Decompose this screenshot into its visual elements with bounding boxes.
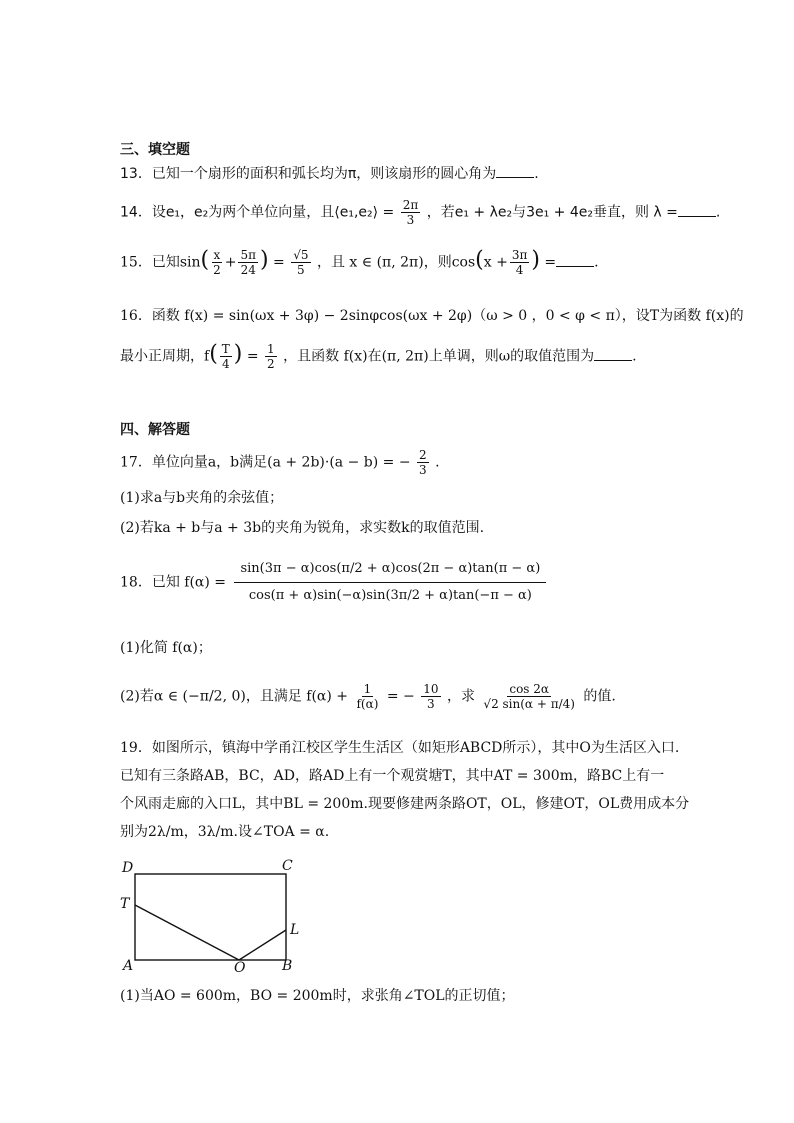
q15-x-num: x: [213, 248, 221, 262]
q17-part-a: 17．单位向量a，b满足(a + 2b)·(a − b) = −: [120, 454, 411, 471]
section-solve-title: 四、解答题: [120, 422, 190, 438]
q14-frac-den: 3: [406, 213, 415, 227]
rectangle-figure: [118, 858, 308, 978]
answer-blank: [678, 204, 716, 217]
label-t: T: [120, 896, 130, 912]
label-b: B: [282, 958, 293, 974]
road-ol: [239, 930, 286, 960]
q18-p2-frac1: [354, 682, 380, 711]
q14-fraction: [401, 198, 421, 227]
q15-inner-den: 24: [240, 263, 256, 277]
question-18-part-2: [120, 682, 616, 711]
section-fill-title: 三、填空题: [120, 142, 190, 158]
question-17-part-1: (1)求a与b夹角的余弦值；: [120, 490, 284, 506]
q18-p2-den3: √2 sin(α + π/4): [483, 697, 575, 711]
q18-p2-a: (2)若α ∈ (−π/2, 0)，且满足 f(α) +: [120, 688, 349, 705]
label-l: L: [290, 922, 300, 938]
q13-end: .: [534, 166, 539, 182]
q15-x-frac: [211, 248, 223, 277]
q15-cos-frac: [510, 248, 530, 277]
question-19-line-3: 个风雨走廊的入口L，其中BL = 200m.现要修建两条路OT，OL，修建OT，OL费用成本分: [120, 796, 690, 812]
answer-blank: [496, 165, 534, 178]
q17-part-b: .: [435, 454, 440, 471]
q15-cos-num: 3π: [511, 248, 528, 262]
q14-frac-num: 2π: [402, 198, 419, 212]
question-17-line-1: [120, 448, 440, 477]
q15-inner-frac: [238, 248, 258, 277]
q16-end: .: [632, 348, 637, 365]
question-19-line-2: 已知有三条路AB，BC，AD，路AD上有一个观赏塘T，其中AT = 300m，路BC上有一: [120, 768, 665, 784]
q15-rhs-num: √5: [293, 248, 309, 262]
question-19-line-1: 19．如图所示，镇海中学甬江校区学生生活区（如矩形ABCD所示），其中O为生活区入口.: [120, 740, 680, 756]
q15-rhs-den: 5: [297, 263, 305, 277]
q15-part-b: ，且 x ∈ (π, 2π)，则cos: [316, 254, 476, 271]
q15-cos-den: 4: [515, 263, 524, 277]
q18-den: cos(π + α)sin(−α)sin(3π/2 + α)tan(−π − α): [248, 588, 532, 603]
question-16-line-2: 最小正周期，f( $\frac{T}{4}$ ) = $\frac{1}{2}$ ，且函数 f(x)在(π, 2π)上单调，则ω的取值范围为 .: [120, 341, 637, 371]
q18-p2-num1: 1: [363, 682, 372, 696]
q18-p2-c: ，求: [446, 688, 475, 705]
q14-part-a: 14．设e₁，e₂为两个单位向量，且⟨e₁,e₂⟩ =: [120, 204, 395, 221]
question-18: [120, 556, 550, 609]
question-16-line-1: 16．函数 f(x) = sin(ωx + 3φ) − 2sinφcos(ωx + 2φ)（ω > 0 ，0 < φ < π），设T为函数 f(x)的: [120, 308, 744, 324]
q18-p2-num2: 10: [423, 682, 439, 696]
q18-num: sin(3π − α)cos(π/2 + α)cos(2π − α)tan(π − α): [234, 556, 546, 583]
q17-frac: [417, 448, 429, 477]
answer-blank: [594, 348, 632, 361]
q14-end: .: [715, 204, 721, 221]
question-14: [120, 198, 720, 227]
q15-plus: +: [224, 254, 237, 271]
q18-p2-frac2: [421, 682, 440, 711]
question-17-part-2: (2)若ka + b与a + 3b的夹角为锐角，求实数k的取值范围.: [120, 520, 485, 536]
question-19-part-1: (1)当AO = 600m，BO = 200m时，求张角∠TOL的正切值；: [120, 988, 515, 1004]
q16-part-c: ，且函数 f(x)在(π, 2π)上单调，则ω的取值范围为: [283, 348, 595, 365]
q14-part-b: ，若e₁ + λe₂与3e₁ + 4e₂垂直，则 λ =: [426, 204, 678, 221]
q15-cos-x: x +: [483, 254, 508, 271]
q15-end: .: [594, 254, 599, 271]
q18-p2-d: 的值.: [583, 688, 616, 705]
q17-frac-num: 2: [419, 448, 427, 462]
q17-frac-den: 3: [419, 463, 427, 477]
q13-text: 13．已知一个扇形的面积和弧长均为π，则该扇形的圆心角为: [120, 166, 497, 182]
q16-half-num: 1: [267, 342, 275, 356]
q15-part-c: =: [544, 254, 557, 271]
label-c: C: [282, 858, 293, 874]
q18-p2-den1: f(α): [356, 697, 379, 711]
question-13: [120, 164, 539, 184]
q18-p2-den2: 3: [427, 697, 435, 711]
q16-t-num: T: [221, 342, 230, 356]
q18-p2-b: = −: [386, 688, 415, 705]
question-18-part-1: (1)化简 f(α)；: [120, 640, 212, 656]
q16-t-den: 4: [221, 357, 230, 371]
q16-half-den: 2: [267, 357, 275, 371]
q18-label: 18．已知 f(α) =: [120, 574, 227, 591]
answer-blank: [556, 254, 594, 267]
road-ot: [135, 905, 239, 960]
figure-svg: [118, 858, 308, 978]
q15-part-a: 15．已知sin: [120, 254, 201, 271]
q15-inner-num: 5π: [240, 248, 256, 262]
q16-part-a: 最小正周期，f: [120, 348, 210, 365]
q16-part-b: =: [246, 348, 259, 365]
q15-x-den: 2: [213, 263, 221, 277]
q18-p2-num3: cos 2α: [509, 682, 550, 696]
q18-fraction: [234, 556, 546, 609]
q16-half-frac: [265, 342, 277, 371]
q18-p2-frac3: [481, 682, 577, 711]
q16-t-frac: [220, 342, 232, 371]
label-a: A: [123, 958, 134, 974]
q15-eq: =: [273, 254, 285, 271]
q15-rhs-frac: [291, 248, 310, 277]
label-d: D: [122, 860, 134, 876]
question-15: 15．已知sin( $\frac{x}{2}$ + $\frac{5\pi}{24}$ ) = $\frac{√5}{5}$ ，且 x ∈ (π, 2π)，则cos(x + $\frac{3\pi}{4}$ ) = .: [120, 247, 599, 277]
question-19-line-4: 别为2λ/m，3λ/m.设∠TOA = α.: [120, 824, 330, 840]
label-o: O: [234, 960, 246, 976]
